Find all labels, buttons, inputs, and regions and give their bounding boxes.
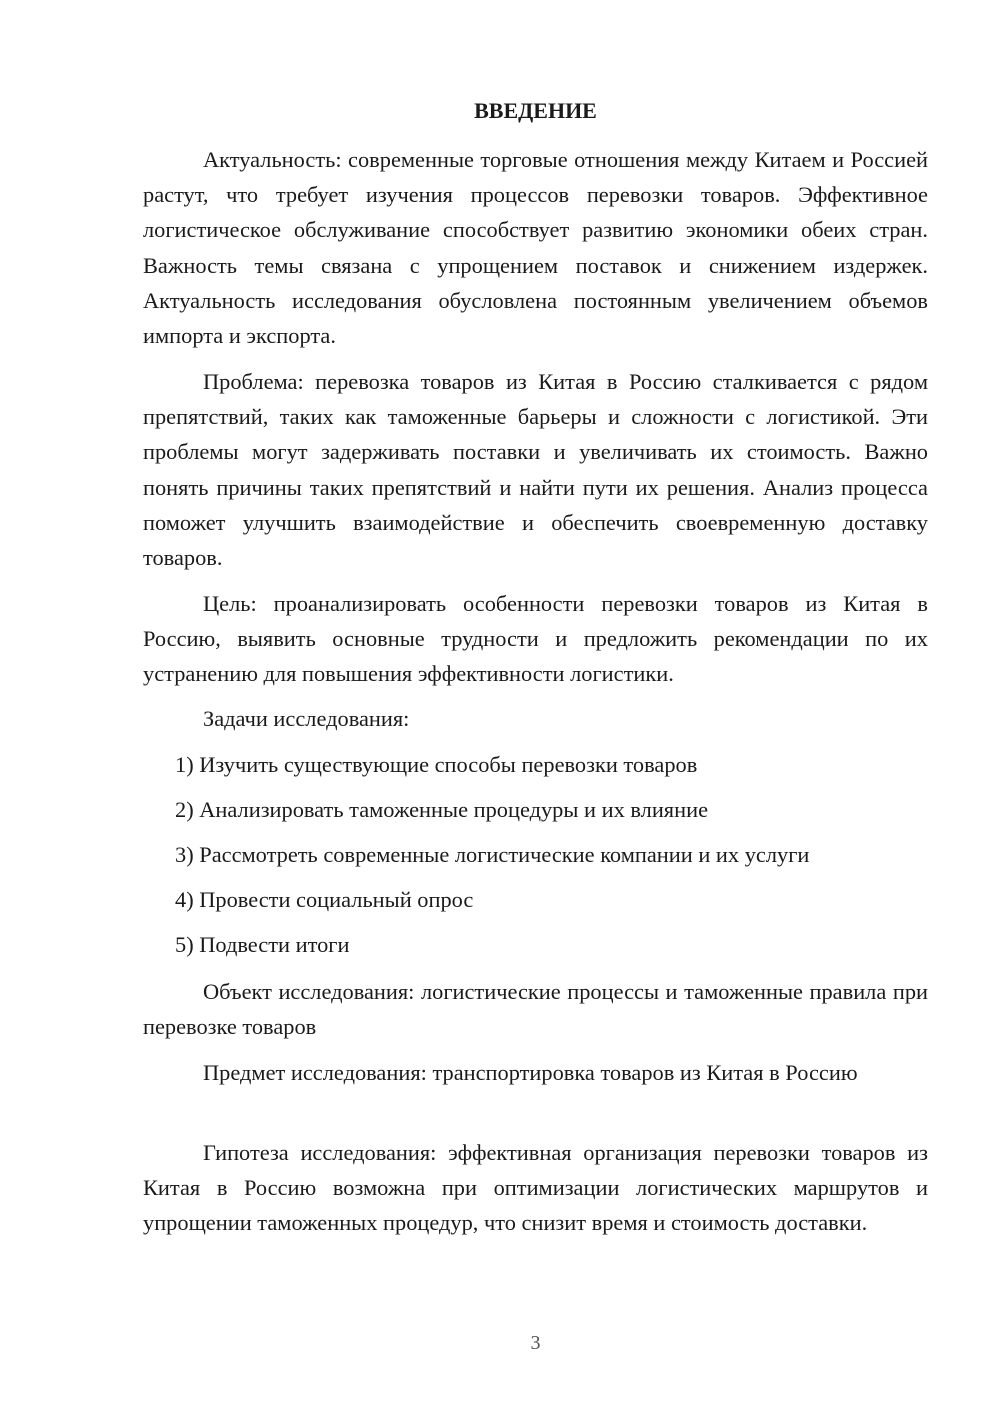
task-item: 2) Анализировать таможенные процедуры и их влияние [175,797,709,822]
task-item: 4) Провести социальный опрос [175,887,474,912]
tasks-heading: Задачи исследования: [203,706,410,731]
task-item: 1) Изучить существующие способы перевозки товаров [175,752,698,777]
paragraph-object: Объект исследования: логистические процессы и таможенные правила при перевозке товаров [143,979,928,1040]
paragraph-subject: Предмет исследования: транспортировка товаров из Китая в Россию [203,1060,858,1085]
page-number: 3 [530,1332,541,1354]
paragraph-goal: Цель: проанализировать особенности перевозки товаров из Китая в Россию, выявить основные трудности и предложить рекомендации по их устранению для повышения эффективности логистики. [143,591,928,687]
paragraph-relevance: Актуальность: современные торговые отношения между Китаем и Россией растут, что требует изучения процессов перевозки товаров. Эффективное логистическое обслуживание способствует развитию экономики обеих стран. Важность темы связана с упрощением поставок и снижением издержек. Актуальность исследования обусловлена постоянным увеличением объемов импорта и экспорта. [143,147,928,349]
task-item: 5) Подвести итоги [175,932,350,957]
document-title: ВВЕДЕНИЕ [474,98,597,123]
paragraph-problem: Проблема: перевозка товаров из Китая в Россию сталкивается с рядом препятствий, таких как таможенные барьеры и сложности с логистикой. Эти проблемы могут задерживать поставки и увеличивать их стоимость. Важно понять причины таких препятствий и найти пути их решения. Анализ процесса поможет улучшить взаимодействие и обеспечить своевременную доставку товаров. [143,369,928,571]
task-item: 3) Рассмотреть современные логистические компании и их услуги [175,842,810,867]
document-page [143,0,928,1414]
paragraph-hypothesis: Гипотеза исследования: эффективная организация перевозки товаров из Китая в Россию возможна при оптимизации логистических маршрутов и упрощении таможенных процедур, что снизит время и стоимость доставки. [143,1140,928,1236]
